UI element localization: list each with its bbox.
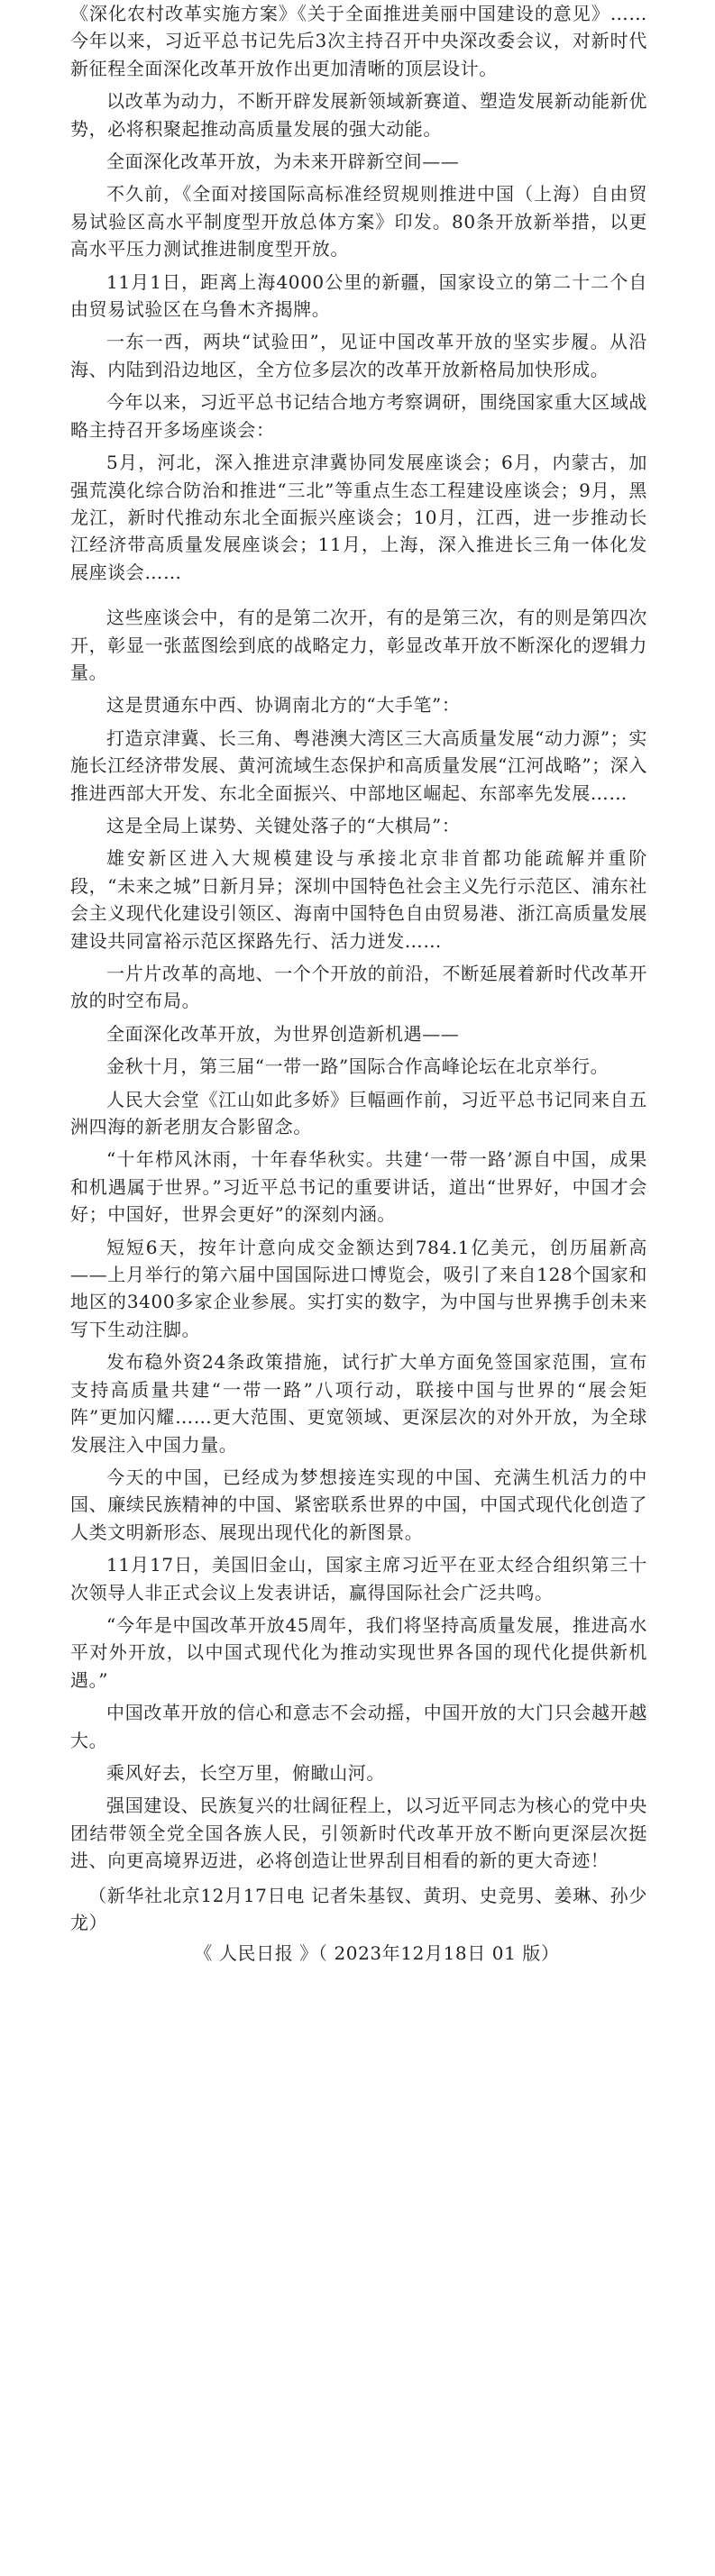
article-paragraph: 不久前，《全面对接国际高标准经贸规则推进中国（上海）自由贸易试验区高水平制度型开放总体方案》印发。80条开放新举措，以更高水平压力测试推进制度型开放。 [70, 183, 647, 260]
article-paragraph: “今年是中国改革开放45周年，我们将坚持高质量发展，推进高水平对外开放，以中国式现代化为推动实现世界各国的现代化提供新机遇。” [70, 1613, 647, 1691]
article-paragraph: 今天的中国，已经成为梦想接连实现的中国、充满生机活力的中国、廉续民族精神的中国、紧密联系世界的中国，中国式现代化创造了人类文明新形态、展现出现代化的新图景。 [70, 1466, 647, 1543]
article-paragraph: 今年以来，习近平总书记结合地方考察调研，围绕国家重大区域战略主持召开多场座谈会： [70, 391, 647, 441]
article-paragraph: 这是全局上谋势、关键处落子的“大棋局”： [106, 814, 461, 836]
paragraph-gap [70, 591, 647, 604]
article-paragraph: 发布稳外资24条政策措施，试行扩大单方面免签国家范围，宣布支持高质量共建“一带一路”八项行动，联接中国与世界的“展会矩阵”更加闪耀……更大范围、更宽领域、更深层次的对外开放，为全球发展注入中国力量。 [70, 1351, 647, 1456]
article-paragraph: 11月17日，美国旧金山，国家主席习近平在亚太经合组织第三十次领导人非正式会议上发表讲话，赢得国际社会广泛共鸣。 [70, 1554, 647, 1603]
article-paragraph: 全面深化改革开放，为未来开辟新空间—— [106, 151, 460, 173]
article-paragraph: 5月，河北，深入推进京津冀协同发展座谈会；6月，内蒙古，加强荒漠化综合防治和推进“三北”等重点生态工程建设座谈会；9月，黑龙江，新时代推动东北全面振兴座谈会；10月，江西，进一步推动长江经济带高质量发展座谈会；11月，上海，深入推进长三角一体化发展座谈会…… [70, 452, 647, 583]
article-paragraph: 11月1日，距离上海4000公里的新疆，国家设立的第二十二个自由贸易试验区在乌鲁木齐揭牌。 [70, 270, 647, 321]
article-paragraph: 全面深化改革开放，为世界创造新机遇—— [106, 1022, 460, 1045]
article-paragraph: 打造京津冀、长三角、粤港澳大湾区三大高质量发展“动力源”；实施长江经济带发展、黄河流域生态保护和高质量发展“江河战略”；深入推进西部大开发、东北全面振兴、中部地区崛起、东部率先发展…… [70, 726, 647, 804]
article-paragraph: 强国建设、民族复兴的壮阔征程上，以习近平同志为核心的党中央团结带领全党全国各族人民，引领新时代改革开放不断向更深层次挺进、向更高境界迈进，必将创造让世界刮目相看的新的更大奇迹！ [70, 1795, 647, 1872]
article-paragraph: 《深化农村改革实施方案》《关于全面推进美丽中国建设的意见》……今年以来，习近平总书记先后3次主持召开中央深改委会议，对新时代新征程全面深化改革开放作出更加清晰的顶层设计。 [70, 3, 647, 79]
article-paragraph: 雄安新区进入大规模建设与承接北京非首都功能疏解并重阶段，“未来之城”日新月异；深圳中国特色社会主义先行示范区、浦东社会主义现代化建设引领区、海南中国特色自由贸易港、浙江高质量发展建设共同富裕示范区探路先行、活力迸发…… [70, 847, 647, 952]
publication-footer: 《 人民日报 》（ 2023年12月18日 01 版） [194, 1942, 560, 1965]
article-paragraph: 一片片改革的高地、一个个开放的前沿，不断延展着新时代改革开放的时空布局。 [70, 963, 647, 1012]
article-body [70, 0, 647, 1973]
article-paragraph: 一东一西，两块“试验田”，见证中国改革开放的坚实步履。从沿海、内陆到沿边地区，全方位多层次的改革开放新格局加快形成。 [70, 331, 647, 380]
article-paragraph: 金秋十月，第三届“一带一路”国际合作高峰论坛在北京举行。 [106, 1055, 610, 1078]
article-paragraph: 短短6天，按年计意向成交金额达到784.1亿美元，创历届新高——上月举行的第六届中国国际进口博览会，吸引了来自128个国家和地区的3400多家企业参展。实打实的数字，为中国与世界携手创未来写下生动注脚。 [70, 1236, 647, 1340]
article-paragraph: 这些座谈会中，有的是第二次开，有的是第三次，有的则是第四次开，彰显一张蓝图绘到底的战略定力，彰显改革开放不断深化的逻辑力量。 [70, 607, 647, 683]
source-credit: （新华社北京12月17日电 记者朱基钗、黄玥、史竞男、姜琳、孙少龙） [70, 1884, 647, 1933]
article-paragraph: 人民大会堂《江山如此多娇》巨幅画作前，习近平总书记同来自五洲四海的新老朋友合影留念。 [70, 1088, 647, 1138]
article-paragraph: 乘风好去，长空万里，俯瞰山河。 [106, 1761, 385, 1784]
article-paragraph: 中国改革开放的信心和意志不会动摇，中国开放的大门只会越开越大。 [70, 1702, 647, 1751]
article-paragraph: 这是贯通东中西、协调南北方的“大手笔”： [106, 694, 461, 717]
article-paragraph: “十年栉风沐雨，十年春华秋实。共建‘一带一路’源自中国，成果和机遇属于世界。”习近平总书记的重要讲话，道出“世界好，中国才会好；中国好，世界会更好”的深刻内涵。 [70, 1148, 647, 1226]
article-paragraph: 以改革为动力，不断开辟发展新领域新赛道、塑造发展新动能新优势，必将积聚起推动高质量发展的强大动能。 [70, 90, 647, 140]
